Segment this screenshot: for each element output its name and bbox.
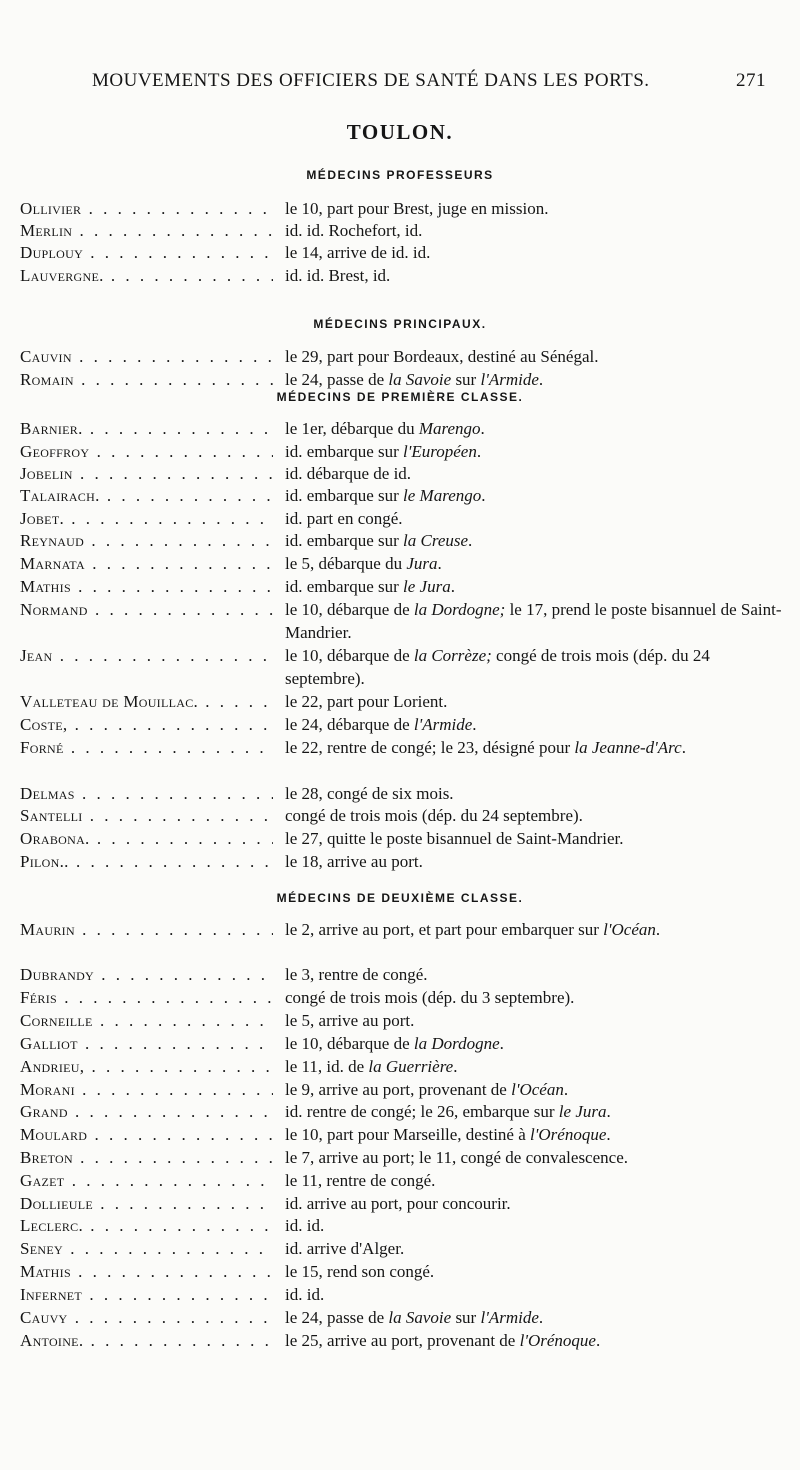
note-text: .: [480, 419, 485, 438]
note-text: le 10, débarque de: [285, 646, 414, 665]
note-text: id. part en congé.: [285, 509, 403, 528]
movement-note: [285, 598, 790, 644]
officer-name: Antoine. . . .: [20, 1329, 273, 1352]
movement-note: [285, 552, 790, 575]
officer-name: Cauvy . . .: [20, 1306, 273, 1329]
officer-name: Féris . . .: [20, 986, 273, 1009]
note-text: .: [481, 486, 486, 505]
note-text: .: [476, 442, 482, 461]
ship-name: l'Armide: [480, 1308, 539, 1327]
ship-name: la Jeanne-d'Arc: [574, 738, 682, 757]
note-text: .: [655, 920, 661, 939]
note-text: id. id.: [285, 1285, 325, 1304]
note-text: le 3, rentre de congé.: [285, 965, 428, 984]
movement-note: [285, 782, 790, 805]
officer-name: Mathis . . .: [20, 1260, 273, 1283]
officer-name: Leclerc. . . .: [20, 1214, 273, 1237]
ship-name: la Savoie: [388, 1308, 452, 1327]
movement-note: [285, 644, 790, 690]
movement-note: [285, 1260, 790, 1283]
note-text: le 29, part pour Bordeaux, destiné au Sénégal.: [285, 347, 599, 366]
officer-name: Gazet . . .: [20, 1169, 273, 1192]
port-title: TOULON.: [346, 120, 454, 144]
section-heading: MÉDECINS DE DEUXIÈME CLASSE.: [276, 891, 524, 905]
note-text: le 17, prend le poste bisannuel de Saint-Mandrier.: [285, 600, 782, 642]
note-text: .: [595, 1331, 601, 1350]
ship-name: la Savoie: [388, 370, 452, 389]
note-text: id. arrive d'Alger.: [285, 1239, 405, 1258]
officer-name: Infernet . . .: [20, 1283, 273, 1306]
ship-name: l'Océan: [511, 1080, 564, 1099]
note-text: le 10, débarque de: [285, 600, 414, 619]
officer-name: Pilon.. . . .: [20, 850, 273, 873]
ship-name: l'Européen: [403, 442, 477, 461]
note-text: id. embarque sur: [285, 442, 404, 461]
officer-name: Coste, . . .: [20, 713, 273, 736]
officer-name: Lauvergne. . . .: [20, 264, 273, 287]
movement-note: [285, 690, 790, 713]
ship-name: l'Océan: [603, 920, 656, 939]
note-text: congé de trois mois (dép. du 24 septembre).: [285, 806, 583, 825]
note-text: le 5, débarque du: [285, 554, 407, 573]
movement-note: [285, 736, 790, 759]
officer-name: Jobelin . . .: [20, 462, 273, 485]
movement-note: [285, 918, 790, 941]
officer-name: Romain . . .: [20, 368, 273, 391]
running-title: MOUVEMENTS DES OFFICIERS DE SANTÉ DANS LES PORTS.: [92, 70, 650, 91]
note-text: .: [499, 1034, 504, 1053]
movement-note: [285, 1169, 790, 1192]
note-text: le 9, arrive au port, provenant de: [285, 1080, 512, 1099]
note-text: .: [453, 1057, 458, 1076]
officer-name: Seney . . .: [20, 1237, 273, 1260]
officer-name: Moulard . . .: [20, 1123, 273, 1146]
movement-note: [285, 1032, 790, 1055]
movement-note: [285, 827, 790, 850]
movement-note: [285, 575, 790, 598]
note-text: .: [450, 577, 455, 596]
note-text: .: [681, 738, 686, 757]
movement-note: [285, 1306, 790, 1329]
ship-name: l'Orénoque: [519, 1331, 596, 1350]
ship-name: l'Armide: [413, 715, 473, 734]
movement-note: [285, 368, 790, 391]
officer-name: Andrieu, . . .: [20, 1055, 273, 1078]
note-text: .: [538, 1308, 544, 1327]
ship-name: la Guerrière: [368, 1057, 454, 1076]
movement-note: [285, 1237, 790, 1260]
note-text: le 22, part pour Lorient.: [285, 692, 448, 711]
note-text: .: [472, 715, 477, 734]
movement-note: [285, 241, 790, 264]
movement-note: [285, 804, 790, 827]
movement-note: [285, 197, 790, 220]
officer-name: Cauvin . . .: [20, 345, 273, 368]
movement-note: [285, 850, 790, 873]
ship-name: la Corrèze;: [413, 646, 492, 665]
officer-name: Morani . . .: [20, 1078, 273, 1101]
section-heading: MÉDECINS PRINCIPAUX.: [313, 317, 487, 331]
officer-name: Barnier. . . .: [20, 417, 273, 440]
note-text: .: [437, 554, 442, 573]
ship-name: le Marengo: [403, 486, 482, 505]
section-heading: MÉDECINS PROFESSEURS: [306, 168, 494, 182]
note-text: le 10, part pour Marseille, destiné à: [285, 1125, 531, 1144]
note-text: .: [606, 1125, 611, 1144]
movement-note: [285, 219, 790, 242]
section-heading: MÉDECINS DE PREMIÈRE CLASSE.: [276, 390, 524, 404]
movement-note: [285, 264, 790, 287]
movement-note: [285, 417, 790, 440]
movement-note: [285, 1123, 790, 1146]
officer-name: Dubrandy . . .: [20, 963, 273, 986]
officer-name: Geoffroy . . .: [20, 440, 273, 463]
officer-name: Marnata . . .: [20, 552, 273, 575]
movement-note: [285, 440, 790, 463]
officer-name: Jobet. . . .: [20, 507, 273, 530]
note-text: le 5, arrive au port.: [285, 1011, 415, 1030]
note-text: id. arrive au port, pour concourir.: [285, 1194, 511, 1213]
movement-note: [285, 1146, 790, 1169]
officer-name: Mathis . . .: [20, 575, 273, 598]
officer-name: Dollieule . . .: [20, 1192, 273, 1215]
officer-name: Grand . . .: [20, 1100, 273, 1123]
note-text: le 28, congé de six mois.: [285, 784, 454, 803]
officer-name: Maurin . . .: [20, 918, 273, 941]
note-text: id. id.: [285, 1216, 325, 1235]
note-text: congé de trois mois (dép. du 24 septembre).: [285, 646, 710, 688]
officer-name: Reynaud . . .: [20, 529, 273, 552]
ship-name: la Creuse: [403, 531, 469, 550]
note-text: sur: [451, 370, 481, 389]
movement-note: [285, 1329, 790, 1352]
officer-name: Galliot . . .: [20, 1032, 273, 1055]
note-text: le 22, rentre de congé; le 23, désigné pour: [285, 738, 575, 757]
ship-name: Marengo: [418, 419, 481, 438]
movement-note: [285, 1055, 790, 1078]
officer-name: Ollivier . . .: [20, 197, 273, 220]
note-text: id. id. Brest, id.: [285, 266, 391, 285]
officer-name: Merlin . . .: [20, 219, 273, 242]
note-text: le 2, arrive au port, et part pour embarquer sur: [285, 920, 604, 939]
note-text: id. embarque sur: [285, 486, 404, 505]
note-text: id. rentre de congé; le 26, embarque sur: [285, 1102, 559, 1121]
ship-name: la Dordogne: [413, 1034, 500, 1053]
note-text: le 25, arrive au port, provenant de: [285, 1331, 520, 1350]
ship-name: la Dordogne;: [413, 600, 506, 619]
note-text: le 24, passe de: [285, 370, 389, 389]
movement-note: [285, 1078, 790, 1101]
officer-name: Forné . . .: [20, 736, 273, 759]
movement-note: [285, 713, 790, 736]
ship-name: l'Armide: [480, 370, 539, 389]
note-text: .: [538, 370, 544, 389]
movement-note: [285, 1009, 790, 1032]
ship-name: l'Orénoque: [530, 1125, 607, 1144]
note-text: .: [606, 1102, 611, 1121]
note-text: le 1er, débarque du: [285, 419, 419, 438]
officer-name: Talairach. . . .: [20, 484, 273, 507]
movement-note: [285, 462, 790, 485]
note-text: le 11, id. de: [285, 1057, 369, 1076]
movement-note: [285, 986, 790, 1009]
movement-note: [285, 484, 790, 507]
ship-name: le Jura: [403, 577, 451, 596]
note-text: sur: [451, 1308, 481, 1327]
movement-note: [285, 1192, 790, 1215]
note-text: le 7, arrive au port; le 11, congé de convalescence.: [285, 1148, 628, 1167]
officer-name: Orabona. . . .: [20, 827, 273, 850]
movement-note: [285, 529, 790, 552]
note-text: le 18, arrive au port.: [285, 852, 423, 871]
note-text: .: [563, 1080, 569, 1099]
officer-name: Valleteau de Mouillac. . . .: [20, 690, 273, 713]
note-text: le 15, rend son congé.: [285, 1262, 435, 1281]
movement-note: [285, 963, 790, 986]
ship-name: le Jura: [558, 1102, 607, 1121]
note-text: id. id. Rochefort, id.: [285, 221, 423, 240]
note-text: id. débarque de id.: [285, 464, 412, 483]
note-text: le 10, part pour Brest, juge en mission.: [285, 199, 549, 218]
officer-name: Normand . . .: [20, 598, 273, 621]
note-text: le 10, débarque de: [285, 1034, 414, 1053]
officer-name: Corneille . . .: [20, 1009, 273, 1032]
note-text: id. embarque sur: [285, 531, 404, 550]
note-text: le 24, débarque de: [285, 715, 414, 734]
page-number: 271: [736, 70, 766, 91]
movement-note: [285, 1100, 790, 1123]
movement-note: [285, 1214, 790, 1237]
note-text: le 24, passe de: [285, 1308, 389, 1327]
ship-name: Jura: [406, 554, 438, 573]
note-text: .: [468, 531, 473, 550]
note-text: le 27, quitte le poste bisannuel de Saint-Mandrier.: [285, 829, 624, 848]
movement-note: [285, 345, 790, 368]
officer-name: Breton . . .: [20, 1146, 273, 1169]
note-text: id. embarque sur: [285, 577, 404, 596]
movement-note: [285, 1283, 790, 1306]
page-header: [92, 62, 766, 96]
movement-note: [285, 507, 790, 530]
officer-name: Santelli . . .: [20, 804, 273, 827]
note-text: congé de trois mois (dép. du 3 septembre).: [285, 988, 575, 1007]
officer-name: Delmas . . .: [20, 782, 273, 805]
officer-name: Duplouy . . .: [20, 241, 273, 264]
officer-name: Jean . . .: [20, 644, 273, 667]
note-text: le 11, rentre de congé.: [285, 1171, 436, 1190]
note-text: le 14, arrive de id. id.: [285, 243, 431, 262]
